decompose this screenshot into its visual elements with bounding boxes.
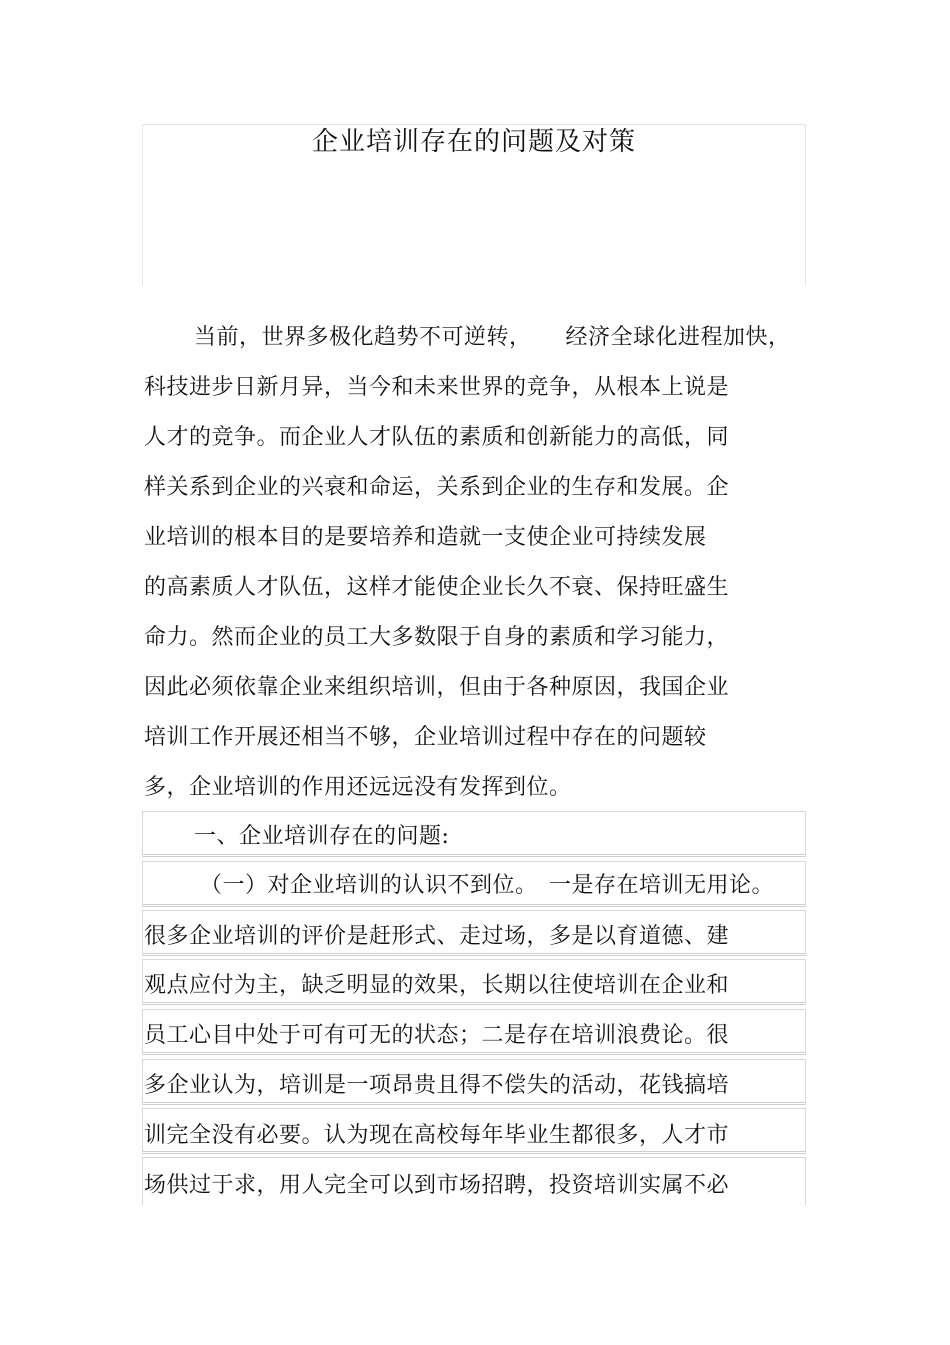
paragraph-line: 人才的竞争。而企业人才队伍的素质和创新能力的高低，同 <box>144 425 730 450</box>
paragraph-line: （一）对企业培训的认识不到位。 一是存在培训无用论。 <box>200 873 775 898</box>
paragraph-line: 员工心目中处于可有可无的状态；二是存在培训浪费论。很 <box>144 1023 730 1048</box>
paragraph-line: 多企业认为，培训是一项昂贵且得不偿失的活动，花钱搞培 <box>144 1073 730 1098</box>
paragraph-line: 因此必须依靠企业来组织培训，但由于各种原因，我国企业 <box>144 675 730 700</box>
paragraph-line: 科技进步日新月异，当今和未来世界的竞争，从根本上说是 <box>144 375 730 400</box>
paragraph-line: 样关系到企业的兴衰和命运，关系到企业的生存和发展。企 <box>144 475 730 500</box>
paragraph-line: 场供过于求，用人完全可以到市场招聘，投资培训实属不必 <box>144 1173 730 1198</box>
paragraph-line: 培训工作开展还相当不够，企业培训过程中存在的问题较 <box>144 725 707 750</box>
paragraph-line: 观点应付为主，缺乏明显的效果，长期以往使培训在企业和 <box>144 973 730 998</box>
section-heading: 一、企业培训存在的问题: <box>194 824 450 849</box>
paragraph-line: 命力。然而企业的员工大多数限于自身的素质和学习能力， <box>144 625 730 650</box>
document-title: 企业培训存在的问题及对策 <box>311 127 636 157</box>
paragraph-line: 很多企业培训的评价是赶形式、走过场，多是以育道德、建 <box>144 924 730 949</box>
paragraph-line: 当前，世界多极化趋势不可逆转， 经济全球化进程加快， <box>194 325 791 350</box>
paragraph-line: 业培训的根本目的是要培养和造就一支使企业可持续发展 <box>144 525 707 550</box>
paragraph-line: 多，企业培训的作用还远远没有发挥到位。 <box>144 775 572 800</box>
paragraph-line: 的高素质人才队伍，这样才能使企业长久不衰、保持旺盛生 <box>144 575 730 600</box>
paragraph-line: 训完全没有必要。认为现在高校每年毕业生都很多，人才市 <box>144 1123 730 1148</box>
